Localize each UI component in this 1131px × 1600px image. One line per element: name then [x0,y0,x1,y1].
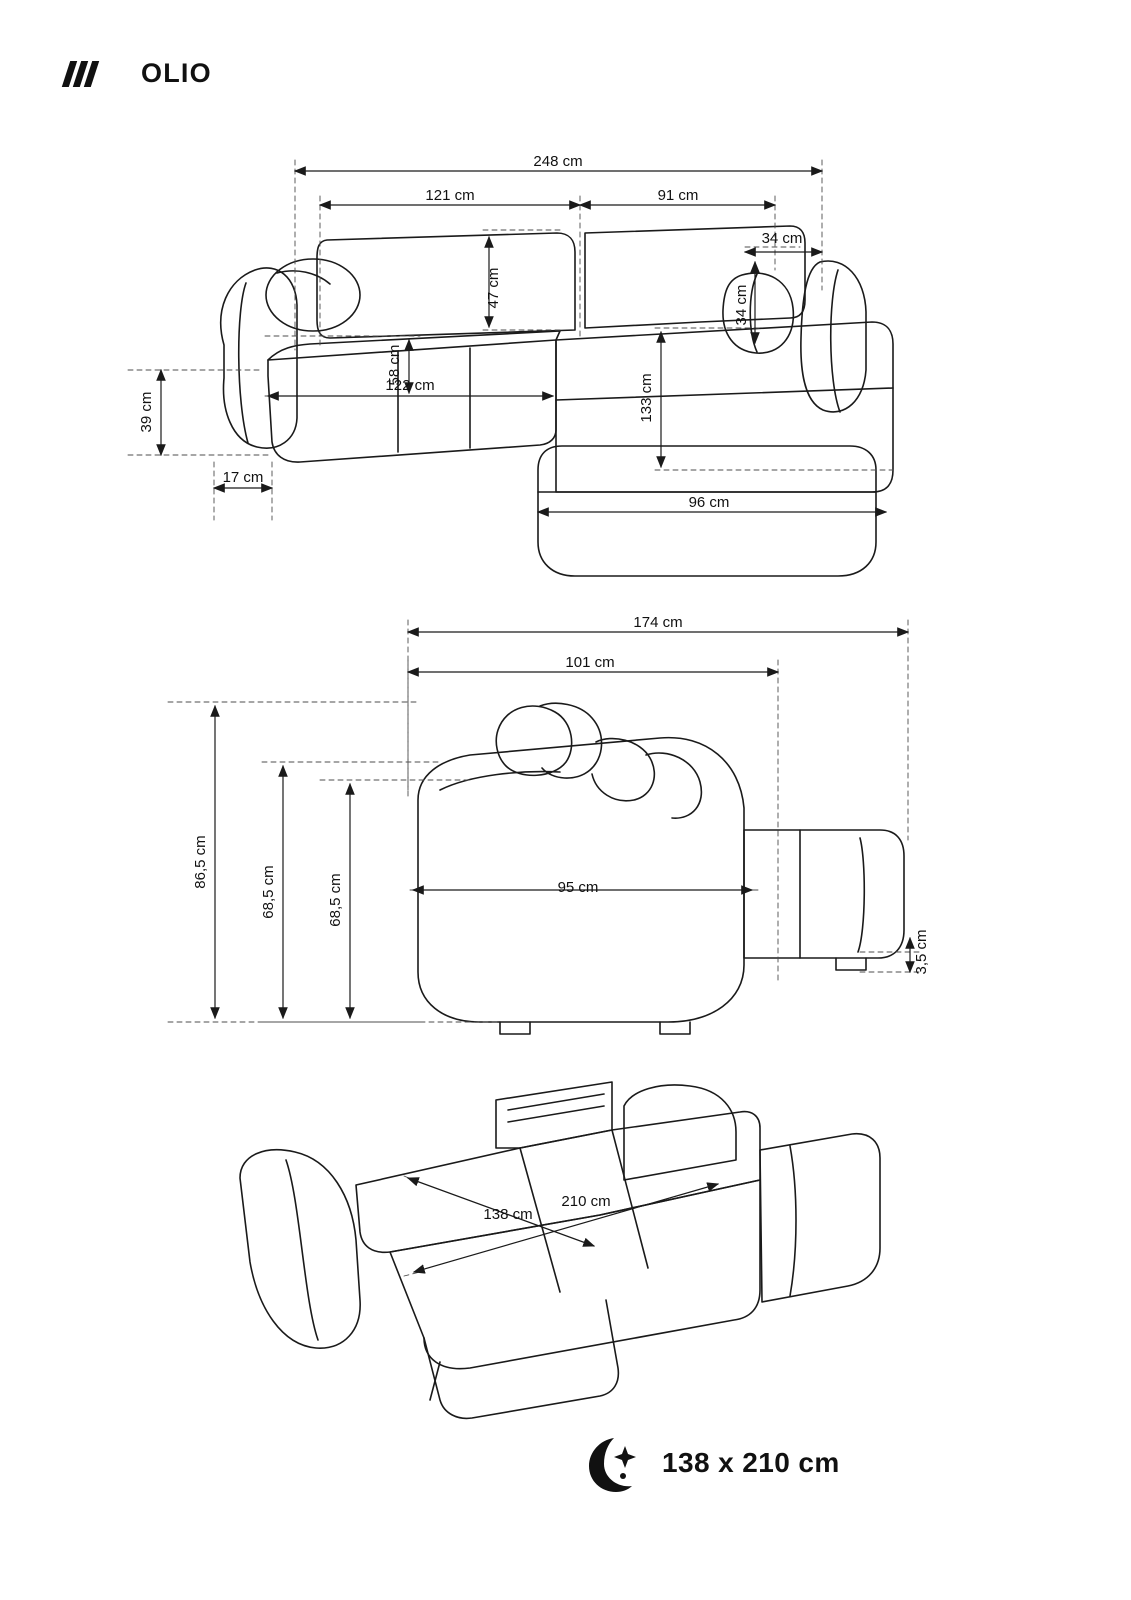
dim-seat-depth-left: 58 cm [386,344,403,386]
dim-seat-depth: 101 cm [565,654,615,671]
dim-seat-width-side: 95 cm [557,879,599,896]
dim-chaise-width: 96 cm [688,494,730,511]
bed-size-badge [578,1432,840,1494]
bed-size-label: 138 x 210 cm [662,1447,840,1478]
dim-armrest-overhang: 17 cm [222,469,264,486]
dim-bed-width: 138 cm [483,1206,533,1223]
dim-back-height-right: 68,5 cm [327,873,344,927]
dim-cushion-height: 34 cm [733,284,750,326]
moon-star-icon [578,1432,640,1494]
dim-seat-height: 39 cm [138,391,155,433]
dim-left-section-width: 121 cm [425,187,475,204]
dim-seat-width: 122 cm [385,377,435,394]
dim-backrest-height: 47 cm [485,267,502,309]
side-view-sofa-drawing [418,703,904,1034]
dim-clearance: 3,5 cm [913,929,930,975]
dim-right-section-width: 91 cm [657,187,699,204]
dim-back-height-left: 68,5 cm [260,865,277,919]
dim-bed-length: 210 cm [561,1193,611,1210]
dim-total-depth: 174 cm [633,614,683,631]
dim-total-width: 248 cm [533,153,583,170]
dim-chaise-depth: 133 cm [638,373,655,423]
dim-cushion-width: 34 cm [761,230,803,247]
front-view-sofa-drawing [221,226,893,576]
page-title: OLIO [141,58,212,88]
bed-view-drawing [240,1082,880,1418]
dim-total-height: 86,5 cm [192,835,209,889]
